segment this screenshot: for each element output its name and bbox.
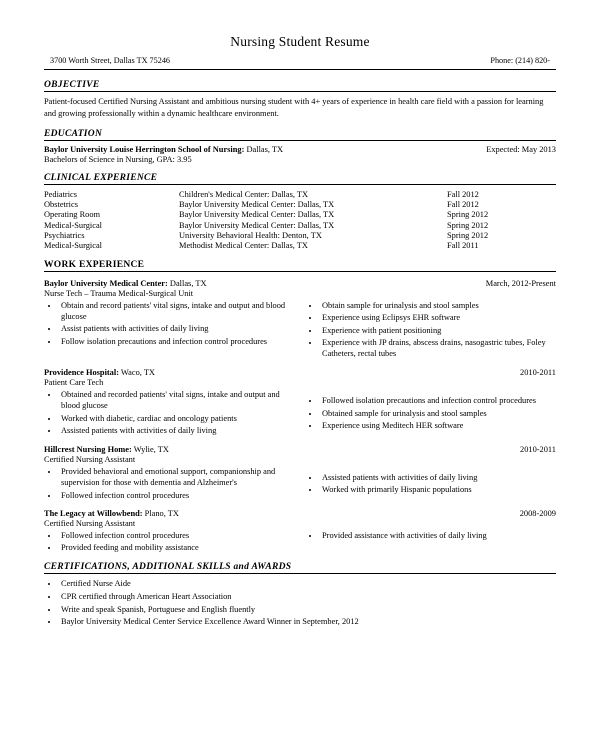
work-employer-name: The Legacy at Willowbend: <box>44 509 143 519</box>
education-school-name: Baylor University Louise Herrington School of Nursing: <box>44 145 245 155</box>
clinical-divider <box>44 184 556 185</box>
section-heading-objective: OBJECTIVE <box>44 80 100 90</box>
list-item: • Obtain and record patients' vital signs, intake and output and blood glucose <box>59 300 295 322</box>
education-date: Expected: May 2013 <box>486 145 556 155</box>
work-bullets-left <box>44 464 295 502</box>
list-item: • Provided feeding and mobility assistance <box>59 542 295 553</box>
list-item: • Certified Nurse Aide <box>59 578 556 589</box>
work-employer <box>44 368 155 377</box>
clinical-area: Operating Room <box>44 210 101 220</box>
list-item: • CPR certified through American Heart Association <box>59 591 556 602</box>
work-role: Patient Care Tech <box>44 377 104 387</box>
clinical-table <box>44 189 556 250</box>
clinical-site: Baylor University Medical Center: Dallas, TX <box>179 210 335 220</box>
work-employer <box>44 509 179 518</box>
work-date: 2010-2011 <box>520 367 556 377</box>
work-bullets <box>44 528 556 553</box>
education-school-location: Dallas, TX <box>244 145 284 155</box>
work-date: March, 2012-Present <box>485 278 556 288</box>
list-item: • Assisted patients with activities of daily living <box>59 425 295 436</box>
clinical-term: Fall 2011 <box>447 240 479 250</box>
certifications-divider <box>44 573 556 574</box>
table-row <box>44 200 556 210</box>
list-item: • Worked with diabetic, cardiac and oncology patients <box>59 413 295 424</box>
clinical-term: Spring 2012 <box>447 210 489 220</box>
section-heading-certifications: CERTIFICATIONS, ADDITIONAL SKILLS and AWARDS <box>44 562 292 573</box>
work-employer-location: Wylie, TX <box>131 444 169 454</box>
contact-row <box>44 56 556 67</box>
work-role: Certified Nursing Assistant <box>44 454 136 464</box>
clinical-area: Pediatrics <box>44 189 78 199</box>
clinical-area: Medical-Surgical <box>44 220 102 230</box>
list-item: • Followed infection control procedures <box>59 530 295 541</box>
work-employer <box>44 279 207 288</box>
clinical-area: Psychiatrics <box>44 230 85 240</box>
clinical-site: Baylor University Medical Center: Dallas, TX <box>179 220 335 230</box>
work-bullets-right <box>305 528 556 542</box>
work-divider <box>44 271 556 272</box>
section-heading-work: WORK EXPERIENCE <box>44 259 145 270</box>
work-bullets <box>44 298 556 361</box>
list-item: • Followed isolation precautions and infection control procedures <box>320 395 556 406</box>
work-employer-location: Waco, TX <box>118 367 155 377</box>
clinical-area: Obstetrics <box>44 200 78 210</box>
work-employer-name: Baylor University Medical Center: <box>44 278 168 288</box>
list-item: • Assisted patients with activities of daily living <box>320 472 556 483</box>
work-role: Nurse Tech – Trauma Medical-Surgical Unit <box>44 288 194 298</box>
clinical-term: Fall 2012 <box>447 200 479 210</box>
objective-text: Patient-focused Certified Nursing Assistant and ambitious nursing student with 4+ years of experience in health care field with a passion for learning and growing professionally within a dynamic healthcare environment. <box>44 97 544 119</box>
work-entry <box>44 509 556 553</box>
work-date: 2010-2011 <box>520 444 556 454</box>
clinical-term: Fall 2012 <box>447 189 479 199</box>
contact-address: 3700 Worth Street, Dallas TX 75246 <box>50 56 171 65</box>
table-row <box>44 210 556 220</box>
work-entry <box>44 368 556 438</box>
work-date: 2008-2009 <box>519 509 556 519</box>
work-employer-location: Plano, TX <box>142 509 179 519</box>
work-employer <box>44 445 169 454</box>
table-row <box>44 189 556 199</box>
certifications-list <box>44 578 556 627</box>
list-item: • Obtained sample for urinalysis and stool samples <box>320 408 556 419</box>
clinical-site: University Behavioral Health: Denton, TX <box>179 230 322 240</box>
clinical-site: Baylor University Medical Center: Dallas, TX <box>179 200 335 210</box>
list-item: • Experience using Meditech HER software <box>320 420 556 431</box>
work-bullets-left <box>44 298 295 349</box>
work-bullets-right <box>305 387 556 433</box>
list-item: • Baylor University Medical Center Service Excellence Award Winner in September, 2012 <box>59 616 556 627</box>
clinical-site: Children's Medical Center: Dallas, TX <box>179 189 309 199</box>
clinical-term: Spring 2012 <box>447 220 489 230</box>
list-item: • Experience with patient positioning <box>320 325 556 336</box>
list-item: • Write and speak Spanish, Portuguese and English fluently <box>59 604 556 615</box>
work-entry-header <box>44 368 556 377</box>
work-bullets-right <box>305 298 556 361</box>
work-entry-header <box>44 279 556 288</box>
work-entry-header <box>44 509 556 518</box>
section-heading-clinical: CLINICAL EXPERIENCE <box>44 173 158 184</box>
list-item: • Experience with JP drains, abscess drains, nasogastric tubes, Foley Catheters, rectal tubes <box>320 337 556 359</box>
page-title: Nursing Student Resume <box>230 34 370 49</box>
work-employer-location: Dallas, TX <box>167 278 207 288</box>
list-item: • Assist patients with activities of daily living <box>59 323 295 334</box>
education-entry <box>44 145 556 154</box>
work-bullets-left <box>44 528 295 553</box>
work-employer-name: Hillcrest Nursing Home: <box>44 444 132 454</box>
table-row <box>44 240 556 250</box>
objective-divider <box>44 91 556 92</box>
clinical-area: Medical-Surgical <box>44 240 102 250</box>
work-entry-header <box>44 445 556 454</box>
list-item: • Provided assistance with activities of daily living <box>320 530 556 541</box>
contact-phone: Phone: (214) 820- <box>490 56 550 65</box>
work-employer-name: Providence Hospital: <box>44 367 119 377</box>
work-entry <box>44 279 556 361</box>
list-item: • Experience using Eclipsys EHR software <box>320 312 556 323</box>
table-row <box>44 220 556 230</box>
education-divider <box>44 140 556 141</box>
clinical-site: Methodist Medical Center: Dallas, TX <box>179 240 308 250</box>
work-bullets <box>44 464 556 502</box>
work-entry <box>44 445 556 502</box>
table-row <box>44 230 556 240</box>
education-school <box>44 145 283 154</box>
list-item: • Obtained and recorded patients' vital signs, intake and output and blood glucose <box>59 389 295 411</box>
education-degree: Bachelors of Science in Nursing, GPA: 3.95 <box>44 155 192 165</box>
section-heading-education: EDUCATION <box>44 129 103 140</box>
work-role: Certified Nursing Assistant <box>44 519 136 529</box>
work-bullets <box>44 387 556 438</box>
list-item: • Provided behavioral and emotional support, companionship and supervision for those with dementia and Alzheimer's <box>59 466 295 488</box>
work-bullets-right <box>305 464 556 497</box>
list-item: • Follow isolation precautions and infection control procedures <box>59 336 295 347</box>
list-item: • Worked with primarily Hispanic populations <box>320 484 556 495</box>
clinical-term: Spring 2012 <box>447 230 489 240</box>
list-item: • Followed infection control procedures <box>59 490 295 501</box>
list-item: • Obtain sample for urinalysis and stool samples <box>320 300 556 311</box>
work-bullets-left <box>44 387 295 438</box>
header-divider <box>44 69 556 70</box>
